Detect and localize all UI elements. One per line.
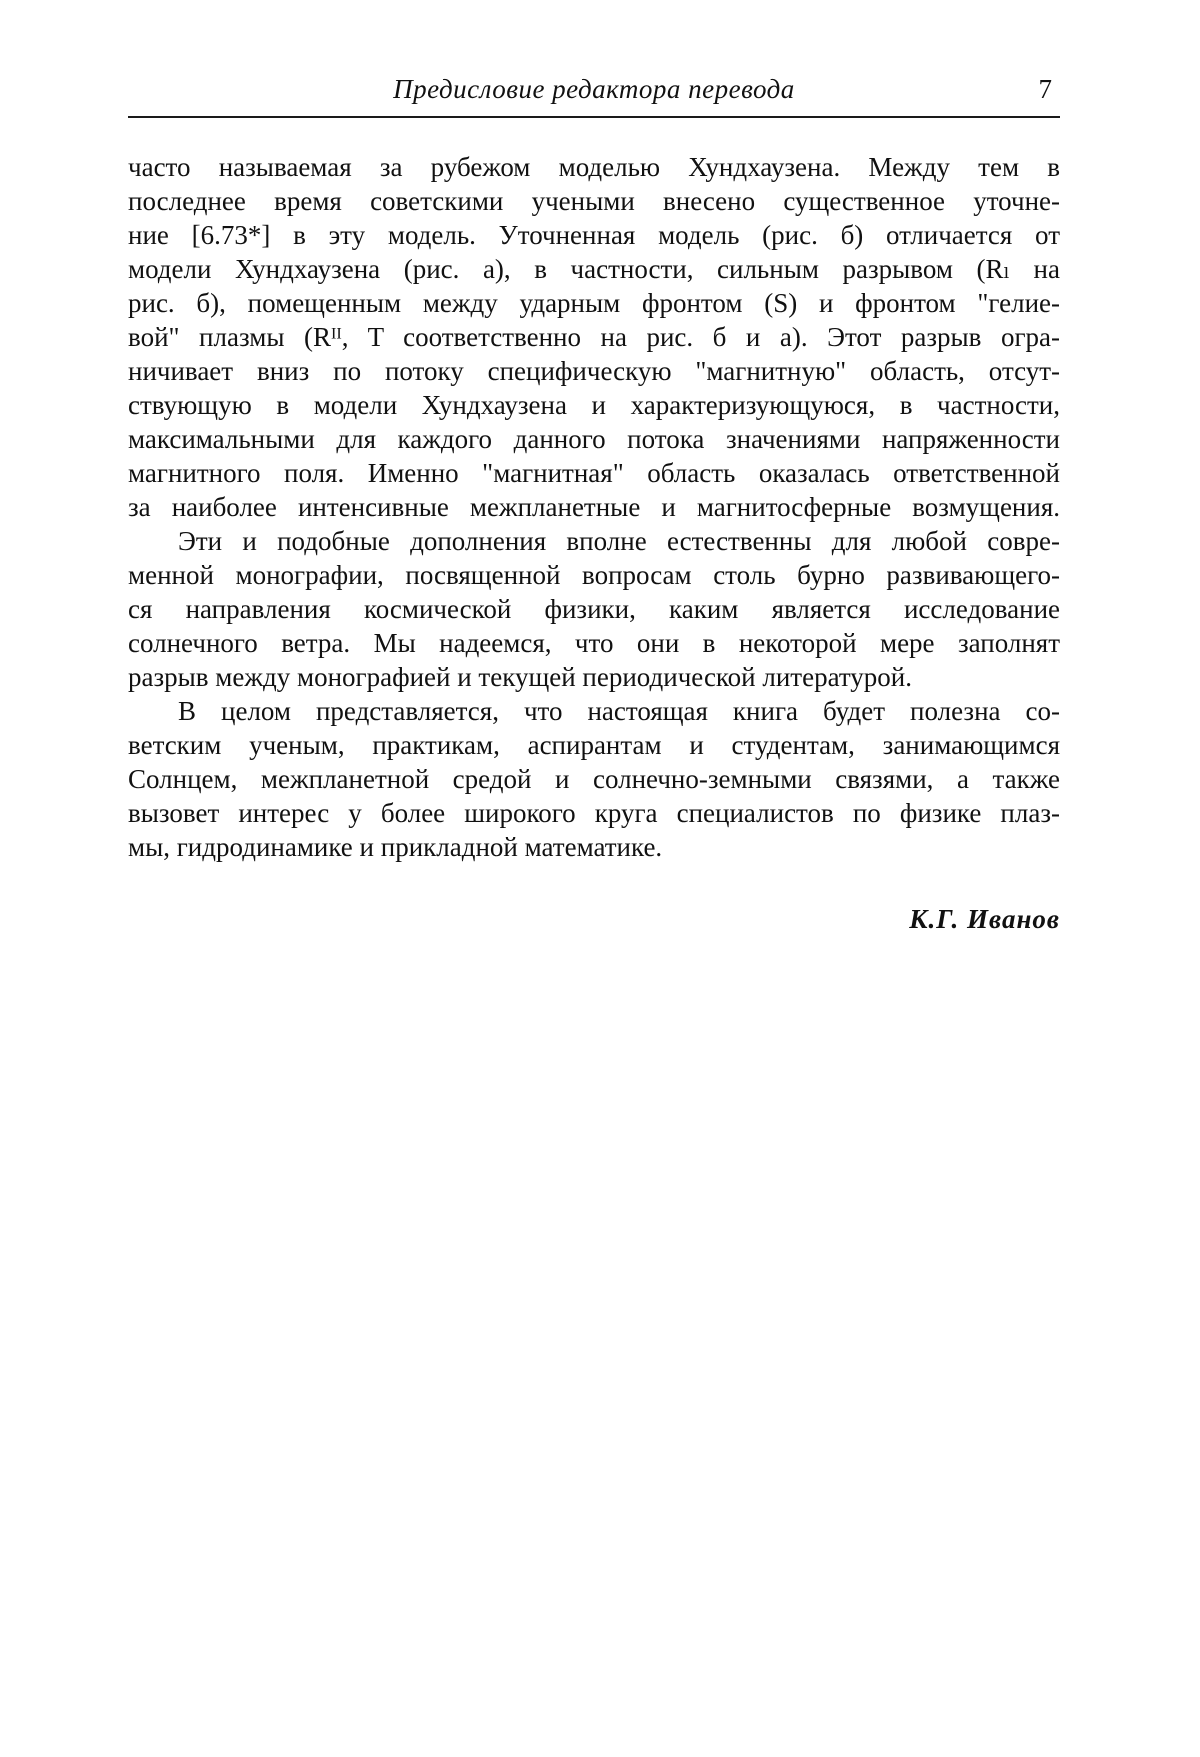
text-line: ся направления космической физики, каким является исследование: [128, 594, 1060, 624]
text-line: солнечного ветра. Мы надеемся, что они в некоторой мере заполнят: [128, 628, 1060, 658]
text-line: ствующую в модели Хундхаузена и характеризующуюся, в частности,: [128, 390, 1060, 420]
text-line: мы, гидродинамике и прикладной математике.: [128, 832, 663, 862]
text-line: разрыв между монографией и текущей периодической литературой.: [128, 662, 913, 692]
text-line: ничивает вниз по потоку специфическую "магнитную" область, отсут-: [128, 356, 1060, 386]
text-line: вызовет интерес у более широкого круга специалистов по физике плаз-: [128, 798, 1060, 828]
page-number: 7: [1038, 74, 1052, 104]
text-line: Эти и подобные дополнения вполне естественны для любой совре-: [178, 526, 1060, 556]
running-title: Предисловие редактора перевода: [393, 74, 795, 104]
text-line: вой" плазмы (Rᴵᴵ, T соответственно на рис. б и а). Этот разрыв огра-: [128, 322, 1060, 352]
running-header: [128, 74, 1060, 120]
text-line: менной монографии, посвященной вопросам столь бурно развивающего-: [128, 560, 1060, 590]
text-line: ние [6.73*] в эту модель. Уточненная модель (рис. б) отличается от: [128, 220, 1060, 250]
paragraph-2: [128, 524, 1060, 694]
text-line: часто называемая за рубежом моделью Хундхаузена. Между тем в: [128, 152, 1060, 182]
text-line: ветским ученым, практикам, аспирантам и студентам, занимающимся: [128, 730, 1060, 760]
header-rule: [128, 116, 1060, 118]
text-line: Солнцем, межпланетной средой и солнечно-земными связями, а также: [128, 764, 1060, 794]
text-line: рис. б), помещенным между ударным фронтом (S) и фронтом "гелие-: [128, 288, 1060, 318]
text-line: магнитного поля. Именно "магнитная" область оказалась ответственной: [128, 458, 1060, 488]
text-line: за наиболее интенсивные межпланетные и магнитосферные возмущения.: [128, 492, 1060, 522]
text-line: последнее время советскими учеными внесено существенное уточне-: [128, 186, 1060, 216]
text-line: В целом представляется, что настоящая книга будет полезна со-: [178, 696, 1060, 726]
body-text: [128, 150, 1060, 864]
text-line: максимальными для каждого данного потока значениями напряженности: [128, 424, 1060, 454]
author-signature: К.Г. Иванов: [909, 904, 1060, 934]
paragraph-3: [128, 694, 1060, 864]
paragraph-1: [128, 150, 1060, 524]
text-line: модели Хундхаузена (рис. а), в частности, сильным разрывом (Rₗ на: [128, 254, 1060, 284]
